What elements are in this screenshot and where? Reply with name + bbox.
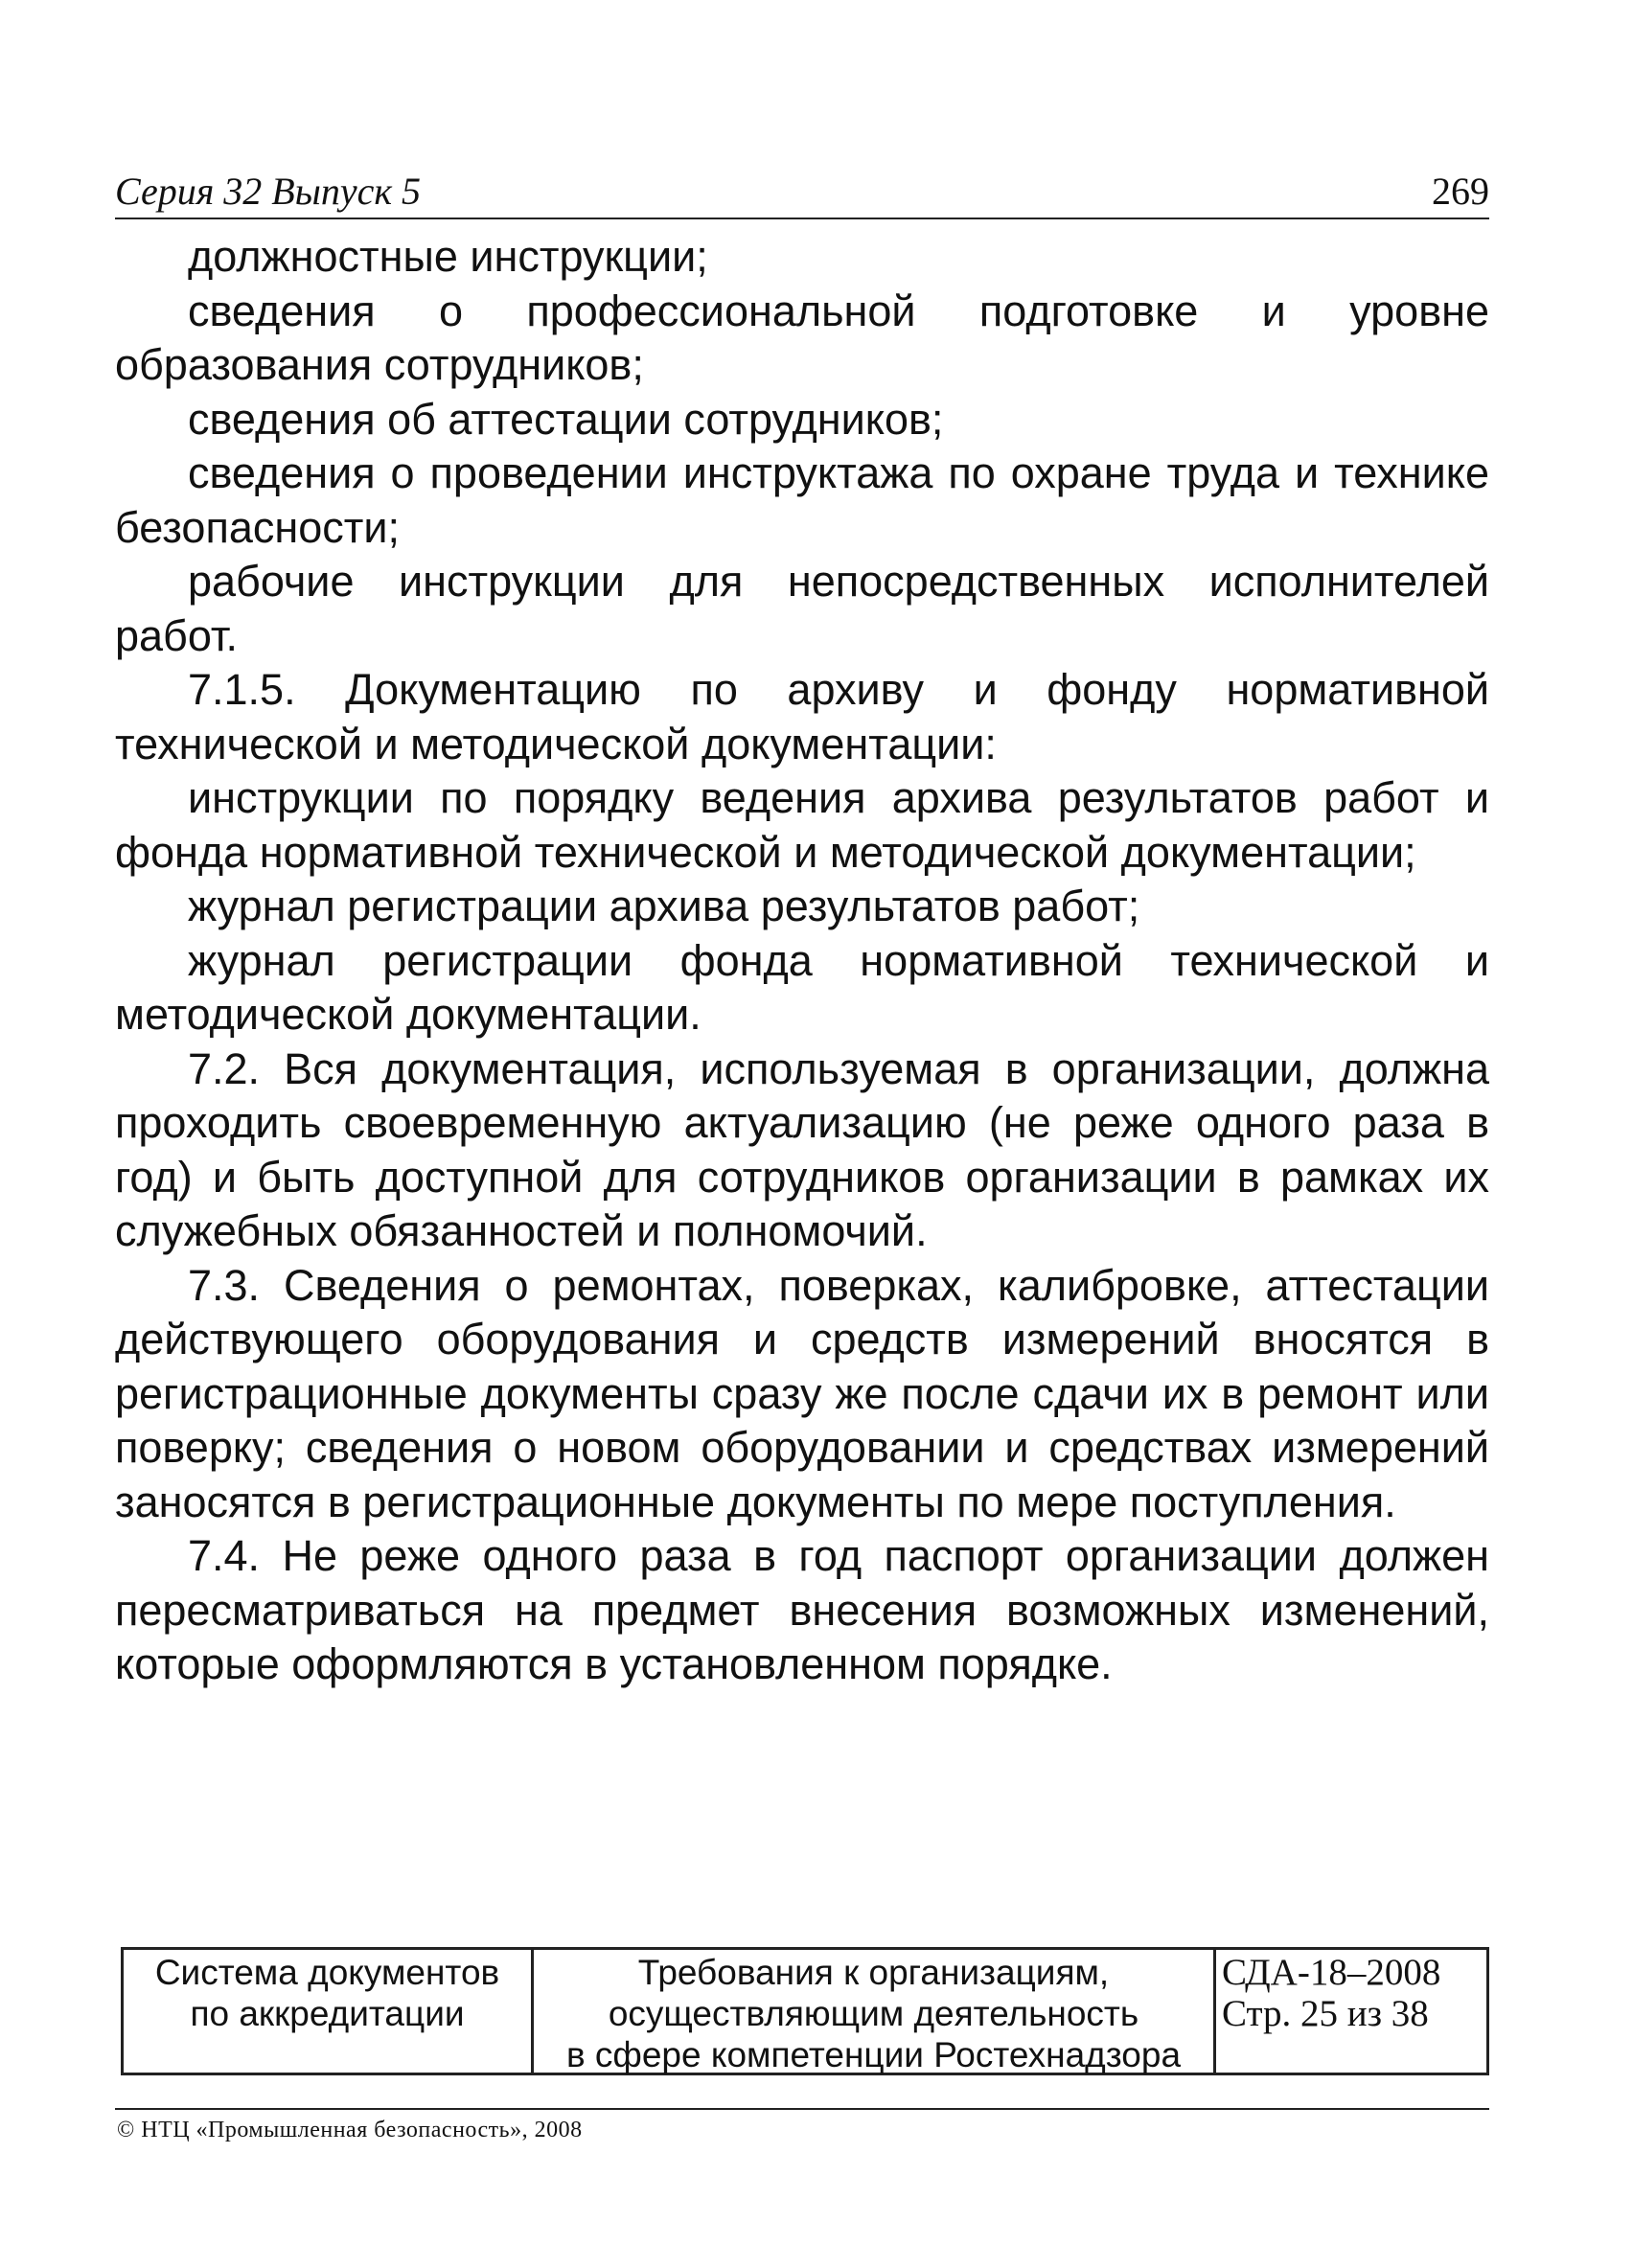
footer-line: Требования к организациям, bbox=[637, 1953, 1110, 1992]
footer-table bbox=[121, 1947, 1489, 2075]
paragraph: 7.2. Вся документация, используемая в организации, должна проходить своевременную актуализацию (не реже одного раза в год) и быть доступной для сотрудников организации в рамках их служебных обязанностей и полномочий. bbox=[115, 1043, 1489, 1255]
paragraph: рабочие инструкции для непосредственных исполнителей работ. bbox=[115, 557, 1489, 660]
paragraph: сведения об аттестации сотрудников; bbox=[188, 394, 944, 444]
copyright-notice: © НТЦ «Промышленная безопасность», 2008 bbox=[117, 2118, 583, 2142]
footer-line: в сфере компетенции Ростехнадзора bbox=[565, 2035, 1182, 2074]
page-header bbox=[115, 168, 1489, 219]
page-of-total: Стр. 25 из 38 bbox=[1222, 1993, 1429, 2034]
paragraph: 7.3. Сведения о ремонтах, поверках, калибровке, аттестации действующего оборудования и средств измерений вносятся в регистрационные документы сразу же после сдачи их в ремонт или поверку; сведения о новом оборудовании и средствах измерений заносятся в регистрационные документы по мере поступления. bbox=[115, 1260, 1489, 1526]
footer-line: по аккредитации bbox=[190, 1994, 465, 2033]
footer-cell-requirements bbox=[534, 1950, 1216, 2073]
paragraph: журнал регистрации архива результатов работ; bbox=[188, 882, 1140, 930]
paragraph: инструкции по порядку ведения архива результатов работ и фонда нормативной технической и методической документации; bbox=[115, 773, 1489, 877]
footer-line: осуществляющим деятельность bbox=[608, 1994, 1139, 2033]
footer-cell-doc-code bbox=[1216, 1950, 1486, 2073]
footer-line: Система документов bbox=[154, 1953, 500, 1992]
paragraph: сведения о проведении инструктажа по охране труда и технике безопасности; bbox=[115, 448, 1489, 552]
paragraph: 7.4. Не реже одного раза в год паспорт организации должен пересматриваться на предмет внесения возможных изменений, которые оформляются в установленном порядке. bbox=[115, 1531, 1489, 1688]
paragraph: сведения о профессиональной подготовке и уровне образования сотрудников; bbox=[115, 286, 1489, 389]
divider bbox=[115, 2108, 1489, 2110]
document-code: СДА-18–2008 bbox=[1222, 1952, 1441, 1993]
paragraph: должностные инструкции; bbox=[188, 232, 708, 281]
paragraph: 7.1.5. Документацию по архиву и фонду нормативной технической и методической документации: bbox=[115, 665, 1489, 768]
series-title: Серия 32 Выпуск 5 bbox=[115, 170, 422, 213]
paragraph: журнал регистрации фонда нормативной технической и методической документации. bbox=[115, 935, 1489, 1039]
document-body bbox=[115, 230, 1489, 1692]
footer-cell-system bbox=[124, 1950, 534, 2073]
page-number: 269 bbox=[1432, 170, 1489, 213]
